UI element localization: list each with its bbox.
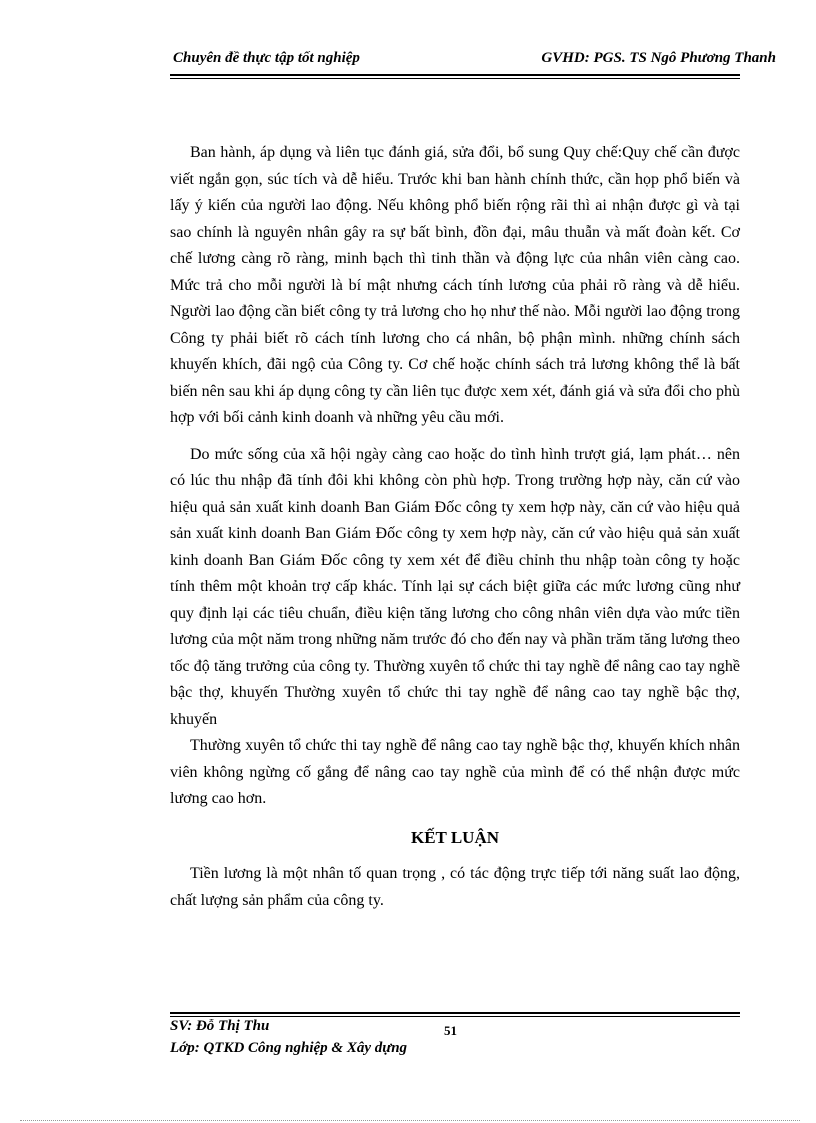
document-body: [170, 140, 740, 914]
page-bottom-edge: [20, 1120, 800, 1121]
paragraph-conclusion: Tiền lương là một nhân tố quan trọng , có tác động trực tiếp tới năng suất lao động, chất lượng sản phẩm của công ty.: [170, 865, 740, 909]
paragraph-skills: Thường xuyên tổ chức thi tay nghề để nâng cao tay nghề bậc thợ, khuyến khích nhân viên không ngừng cố gắng để nâng cao tay nghề của mình để có thể nhận được mức lương cao hơn.: [170, 737, 740, 807]
paragraph-adjustment: Do mức sống của xã hội ngày càng cao hoặc do tình hình trượt giá, lạm phát… nên có lúc thu nhập đã tính đôi khi không còn phù hợp. Trong trường hợp này, căn cứ vào hiệu quả sản xuất kinh doanh Ban Giám Đốc công ty xem hợp này, căn cứ vào hiệu quả sản xuất kinh doanh Ban Giám Đốc công ty xem hợp này, căn cứ vào hiệu quả sản xuất kinh doanh Ban Giám Đốc công ty xem xét để điều chỉnh thu nhập toàn công ty hoặc tính thêm một khoản trợ cấp khác. Tính lại sự cách biệt giữa các mức lương cũng như quy định lại các tiêu chuẩn, điều kiện tăng lương cho công nhân viên dựa vào mức tiền lương của một năm trong những năm trước đó cho đến nay và phần trăm tăng lương theo tốc độ tăng trưởng của công ty. Thường xuyên tổ chức thi tay nghề để nâng cao tay nghề bậc thợ, khuyến Thường xuyên tổ chức thi tay nghề để nâng cao tay nghề bậc thợ, khuyến: [170, 445, 740, 728]
paragraph-regulations: Ban hành, áp dụng và liên tục đánh giá, sửa đổi, bổ sung Quy chế:Quy chế cần được viết ngắn gọn, súc tích và dễ hiểu. Trước khi ban hành chính thức, cần họp phổ biến và lấy ý kiến của người lao động. Nếu không phổ biến rộng rãi thì ai nhận được gì và tại sao chính là nguyên nhân gây ra sự bất bình, đồn đại, mâu thuẫn và mất đoàn kết. Cơ chế lương càng rõ ràng, minh bạch thì tinh thần và động lực của nhân viên càng cao. Mức trả cho mỗi người là bí mật nhưng cách tính lương của phải rõ ràng và dễ hiểu. Người lao động cần biết công ty trả lương cho họ như thế nào. Mỗi người lao động trong Công ty phải biết rõ cách tính lương cho cá nhân, bộ phận mình. những chính sách khuyến khích, đãi ngộ của Công ty. Cơ chế hoặc chính sách trả lương không thể là bất biến nên sau khi áp dụng công ty cần liên tục được xem xét, đánh giá và sửa đổi cho phù hợp với bối cảnh kinh doanh và những yêu cầu mới.: [170, 144, 740, 426]
conclusion-heading: KẾT LUẬN: [410, 827, 499, 847]
page-footer: [170, 1018, 740, 1062]
student-name: SV: Đỗ Thị Thu: [170, 1018, 270, 1034]
page-header: [170, 50, 776, 72]
page-number: 51: [444, 1023, 457, 1038]
class-name: Lớp: QTKD Công nghiệp & Xây dựng: [170, 1040, 408, 1056]
footer-divider: [170, 1012, 740, 1017]
report-title: Chuyên đề thực tập tốt nghiệp: [173, 50, 360, 66]
supervisor-name: GVHD: PGS. TS Ngô Phương Thanh: [541, 50, 776, 66]
header-divider: [170, 74, 740, 79]
